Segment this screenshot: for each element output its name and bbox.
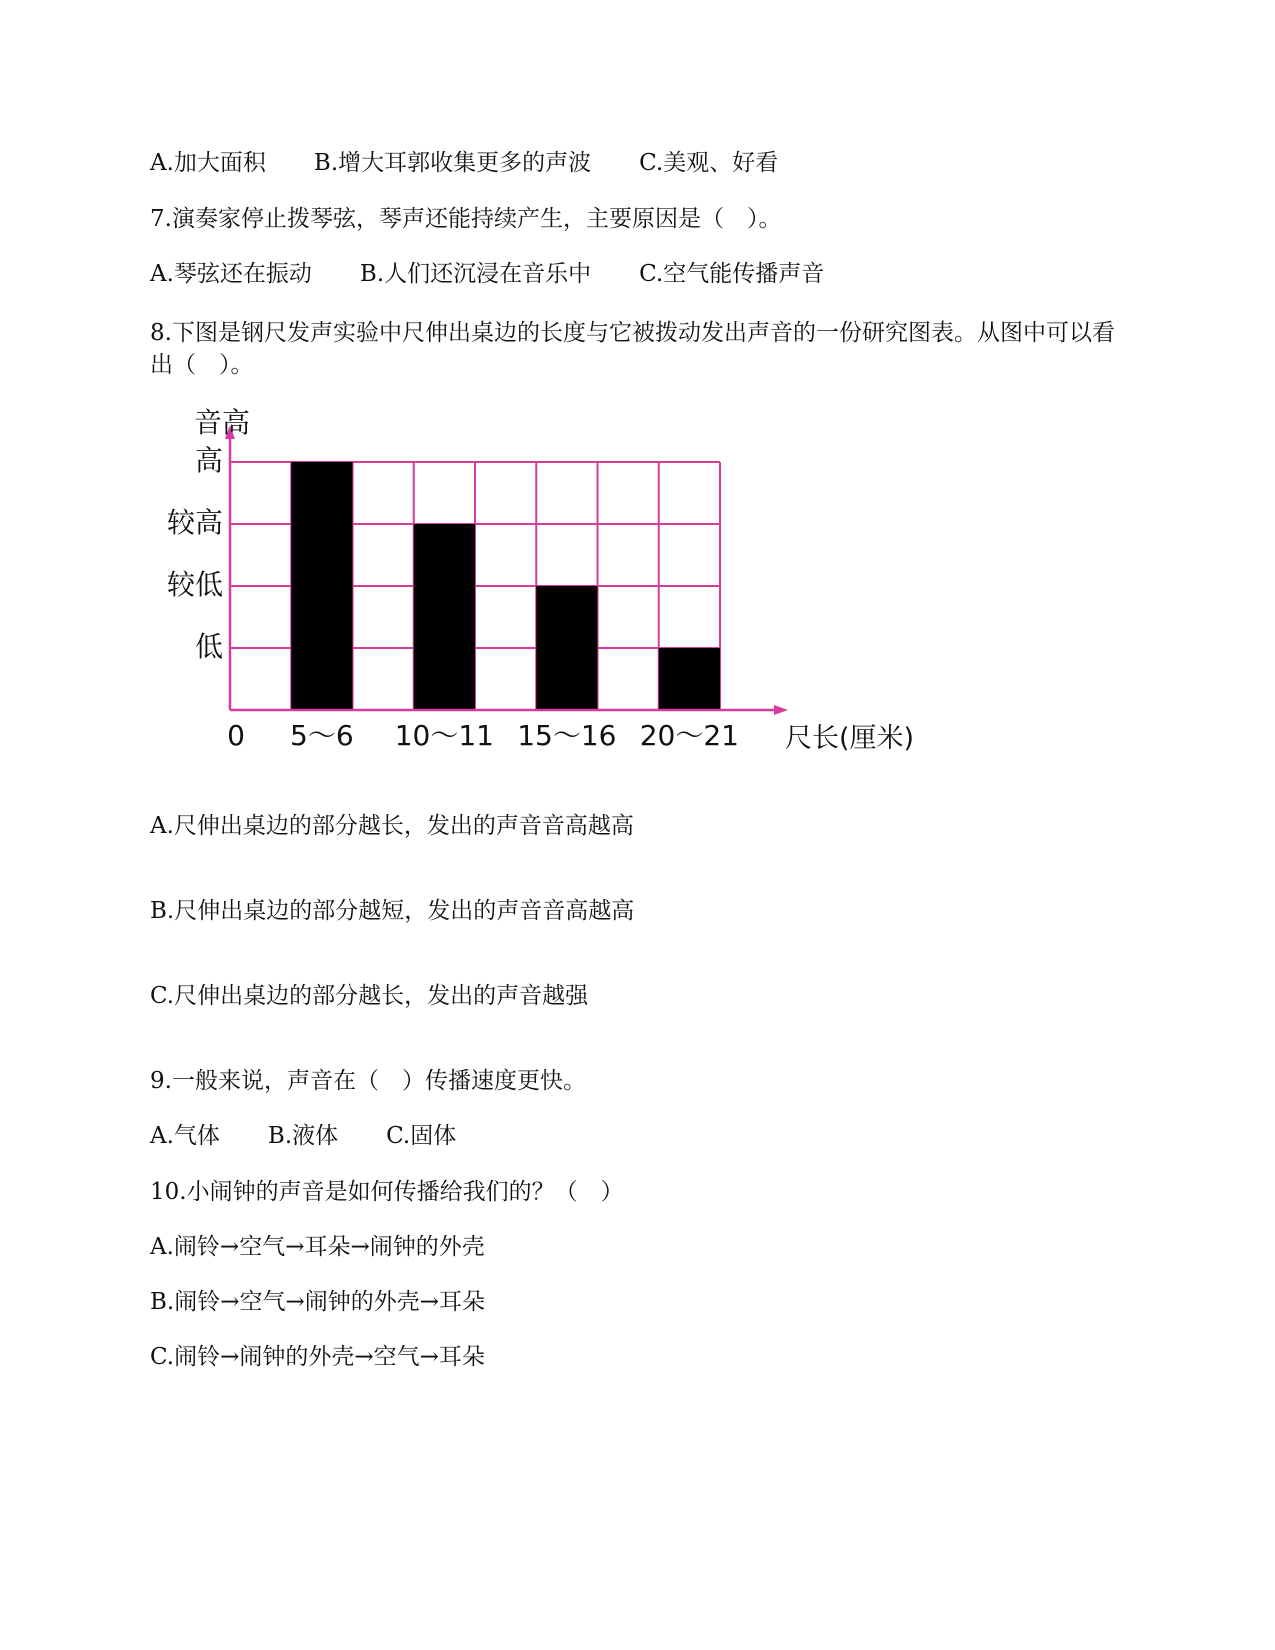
q10-option-b: B.闹铃→空气→闹钟的外壳→耳朵 bbox=[150, 1289, 486, 1315]
q10-stem: 10.小闹钟的声音是如何传播给我们的？（ ） bbox=[150, 1179, 624, 1205]
bar-4 bbox=[659, 648, 720, 710]
q8-option-a: A.尺伸出桌边的部分越长，发出的声音音高越高 bbox=[150, 813, 634, 839]
bar-3 bbox=[536, 586, 597, 710]
pitch-bar-chart bbox=[150, 405, 950, 785]
q10-option-c: C.闹铃→闹钟的外壳→空气→耳朵 bbox=[150, 1344, 485, 1370]
y-tick-label: 较高 bbox=[166, 506, 223, 539]
x-tick-label: 5～6 bbox=[290, 719, 354, 752]
y-axis-label: 音高 bbox=[193, 406, 251, 439]
q6-option-a: A.加大面积 bbox=[150, 150, 266, 176]
y-tick-label: 低 bbox=[194, 630, 223, 663]
q7-options bbox=[150, 258, 824, 290]
q7-option-b: B.人们还沉浸在音乐中 bbox=[359, 261, 592, 287]
q9-stem: 9.一般来说，声音在（ ）传播速度更快。 bbox=[150, 1068, 586, 1094]
q10-option-a: A.闹铃→空气→耳朵→闹钟的外壳 bbox=[150, 1234, 485, 1260]
q7-option-a: A.琴弦还在振动 bbox=[150, 261, 312, 287]
q8-option-c: C.尺伸出桌边的部分越长，发出的声音越强 bbox=[150, 983, 589, 1009]
y-tick-label: 较低 bbox=[166, 568, 223, 601]
x-tick-label: 15～16 bbox=[517, 719, 617, 752]
q9-option-c: C.固体 bbox=[386, 1123, 457, 1149]
q7-option-c: C.空气能传播声音 bbox=[639, 261, 825, 287]
q6-option-c: C.美观、好看 bbox=[639, 150, 779, 176]
y-tick-label: 高 bbox=[194, 444, 223, 477]
q9-option-b: B.液体 bbox=[267, 1123, 339, 1149]
q9-options bbox=[150, 1120, 456, 1152]
x-axis-label: 尺长(厘米) bbox=[785, 723, 915, 754]
q6-options bbox=[150, 147, 778, 179]
q7-stem: 7.演奏家停止拨琴弦，琴声还能持续产生，主要原因是（ ）。 bbox=[150, 206, 782, 232]
origin-label: 0 bbox=[227, 719, 245, 752]
q8-stem: 8.下图是钢尺发声实验中尺伸出桌边的长度与它被拨动发出声音的一份研究图表。从图中可以看出（ ）。 bbox=[150, 320, 1115, 378]
x-axis-arrow bbox=[774, 705, 788, 715]
q6-option-b: B.增大耳郭收集更多的声波 bbox=[313, 150, 592, 176]
bar-2 bbox=[414, 524, 475, 710]
x-tick-label: 10～11 bbox=[394, 719, 495, 752]
q8-option-b: B.尺伸出桌边的部分越短，发出的声音音高越高 bbox=[150, 898, 635, 924]
bar-1 bbox=[291, 462, 352, 710]
q9-option-a: A.气体 bbox=[150, 1123, 220, 1149]
x-tick-label: 20～21 bbox=[639, 719, 740, 752]
